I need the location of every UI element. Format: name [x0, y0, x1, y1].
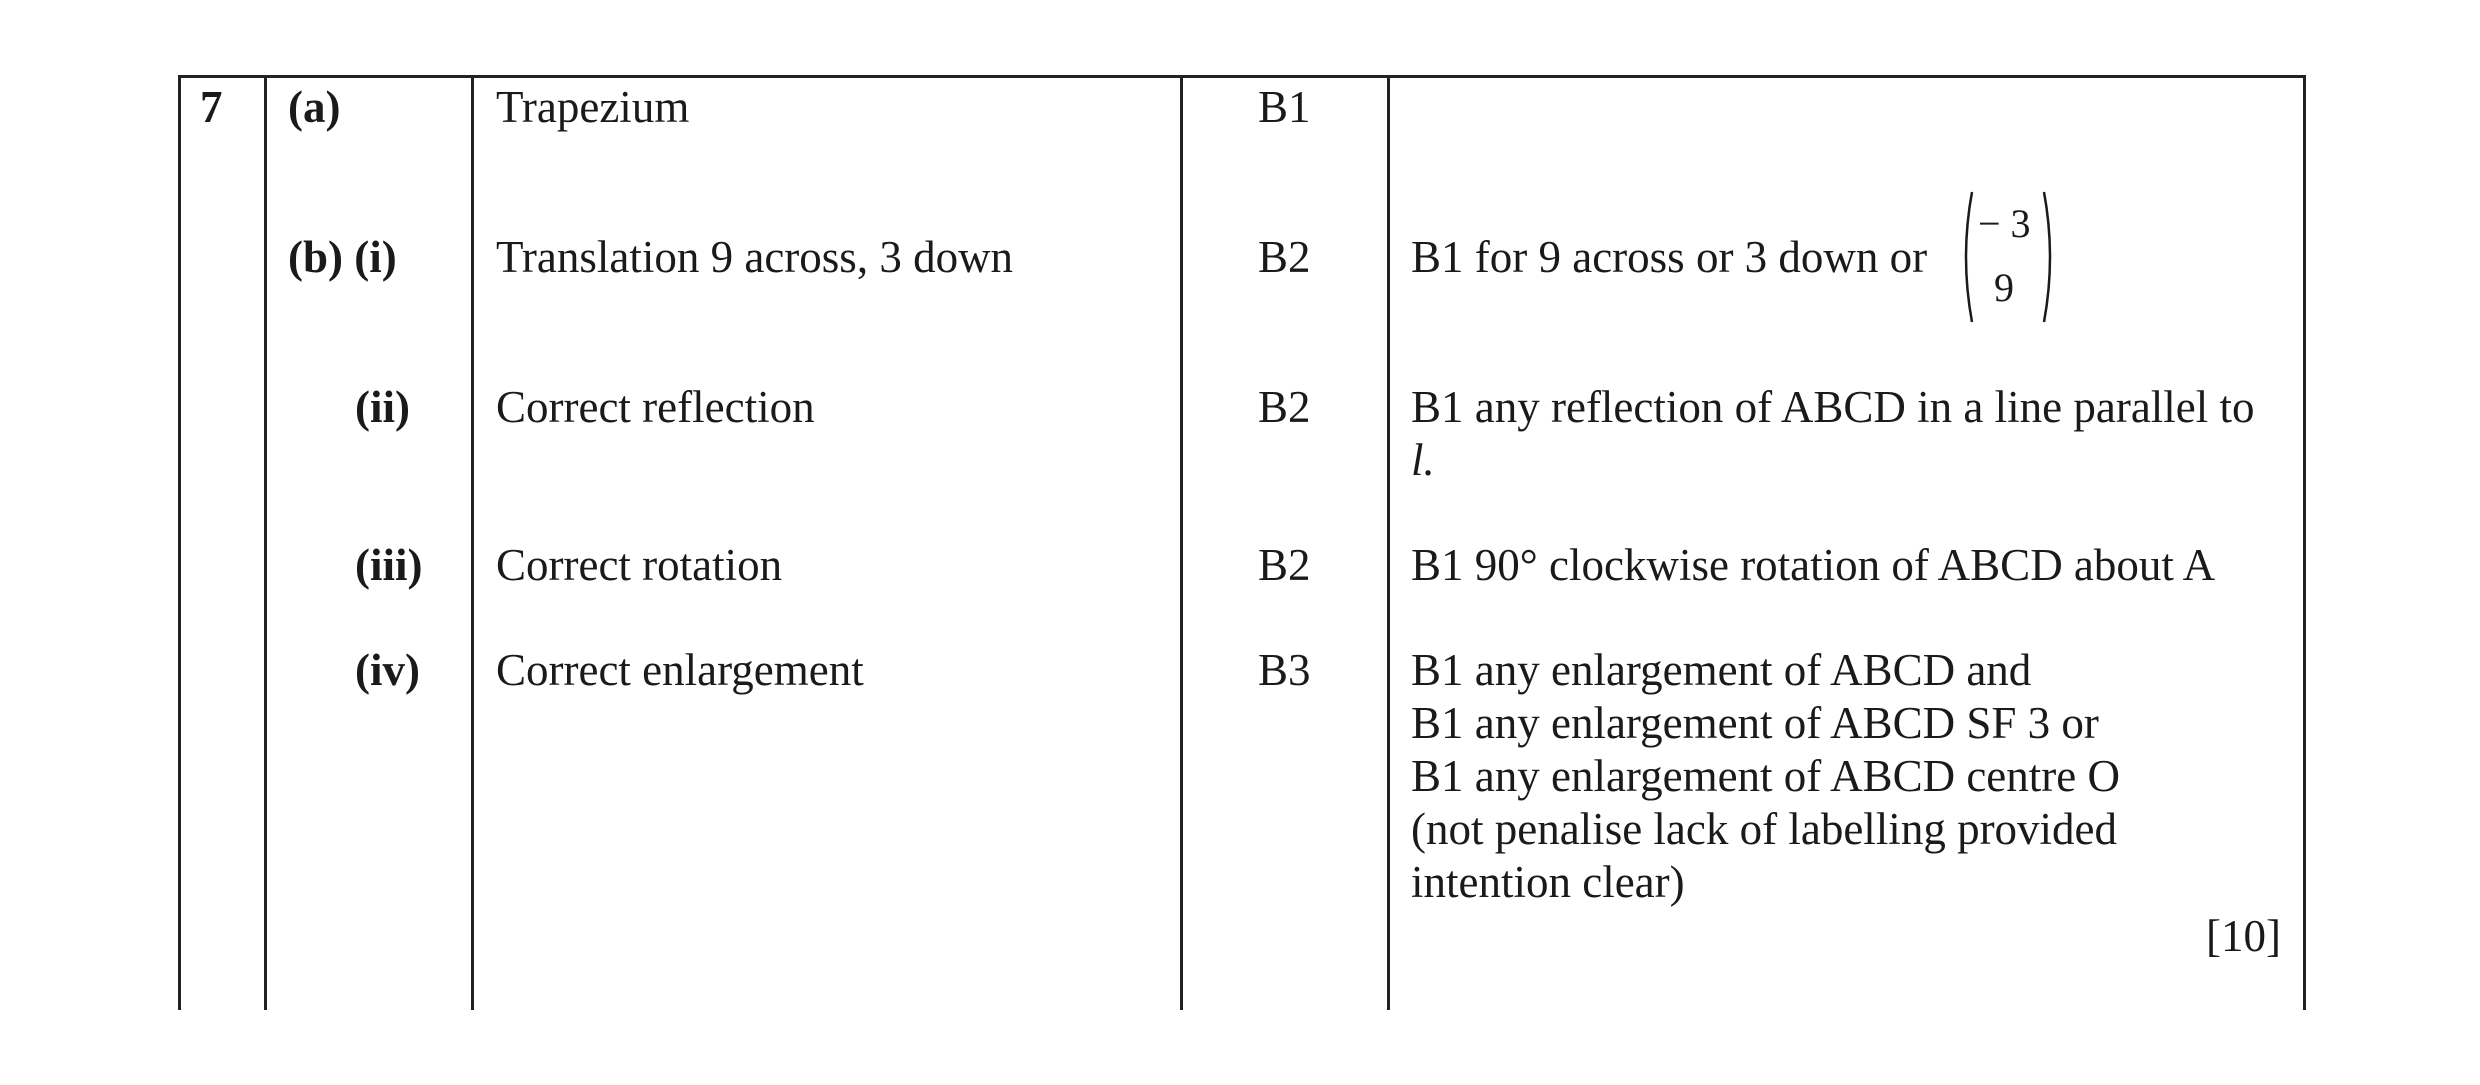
note-b-i: B1 for 9 across or 3 down or — [1411, 232, 1928, 282]
column-vector — [1958, 188, 2058, 326]
column-divider-question — [264, 75, 267, 1010]
total-marks: [10] — [2206, 911, 2281, 961]
note-iv-line-2: B1 any enlargement of ABCD SF 3 or — [1411, 698, 2099, 748]
table-top-border — [178, 75, 2306, 78]
note-ii-line-2: l. — [1411, 435, 1435, 485]
note-iii: B1 90° clockwise rotation of ABCD about A — [1411, 540, 2216, 590]
column-divider-part — [471, 75, 474, 1010]
mark-iv: B3 — [1258, 645, 1311, 695]
part-label-iv: (iv) — [355, 645, 420, 695]
answer-iii: Correct rotation — [496, 540, 783, 590]
vector-bottom-component: 9 — [1994, 265, 2014, 310]
answer-ii: Correct reflection — [496, 382, 815, 432]
note-iv-line-5: intention clear) — [1411, 857, 1685, 907]
note-iv-line-4: (not penalise lack of labelling provided — [1411, 804, 2118, 854]
note-iv-line-3: B1 any enlargement of ABCD centre O — [1411, 751, 2120, 801]
note-iv-line-1: B1 any enlargement of ABCD and — [1411, 645, 2032, 695]
answer-b-i: Translation 9 across, 3 down — [496, 232, 1014, 282]
part-label-a: (a) — [288, 82, 341, 132]
column-divider-mark — [1387, 75, 1390, 1010]
mark-iii: B2 — [1258, 540, 1311, 590]
vector-top-component: − 3 — [1978, 201, 2031, 246]
answer-a: Trapezium — [496, 82, 690, 132]
note-ii-line-1: B1 any reflection of ABCD in a line parallel to — [1411, 382, 2255, 432]
question-number: 7 — [200, 82, 223, 132]
part-label-iii: (iii) — [355, 540, 423, 590]
part-label-b-i: (b) (i) — [288, 232, 397, 282]
column-divider-right-edge — [2303, 75, 2306, 1010]
column-divider-answer — [1180, 75, 1183, 1010]
mark-ii: B2 — [1258, 382, 1311, 432]
part-label-ii: (ii) — [355, 382, 410, 432]
mark-b-i: B2 — [1258, 232, 1311, 282]
answer-iv: Correct enlargement — [496, 645, 864, 695]
column-divider-left-edge — [178, 75, 181, 1010]
mark-a: B1 — [1258, 82, 1311, 132]
